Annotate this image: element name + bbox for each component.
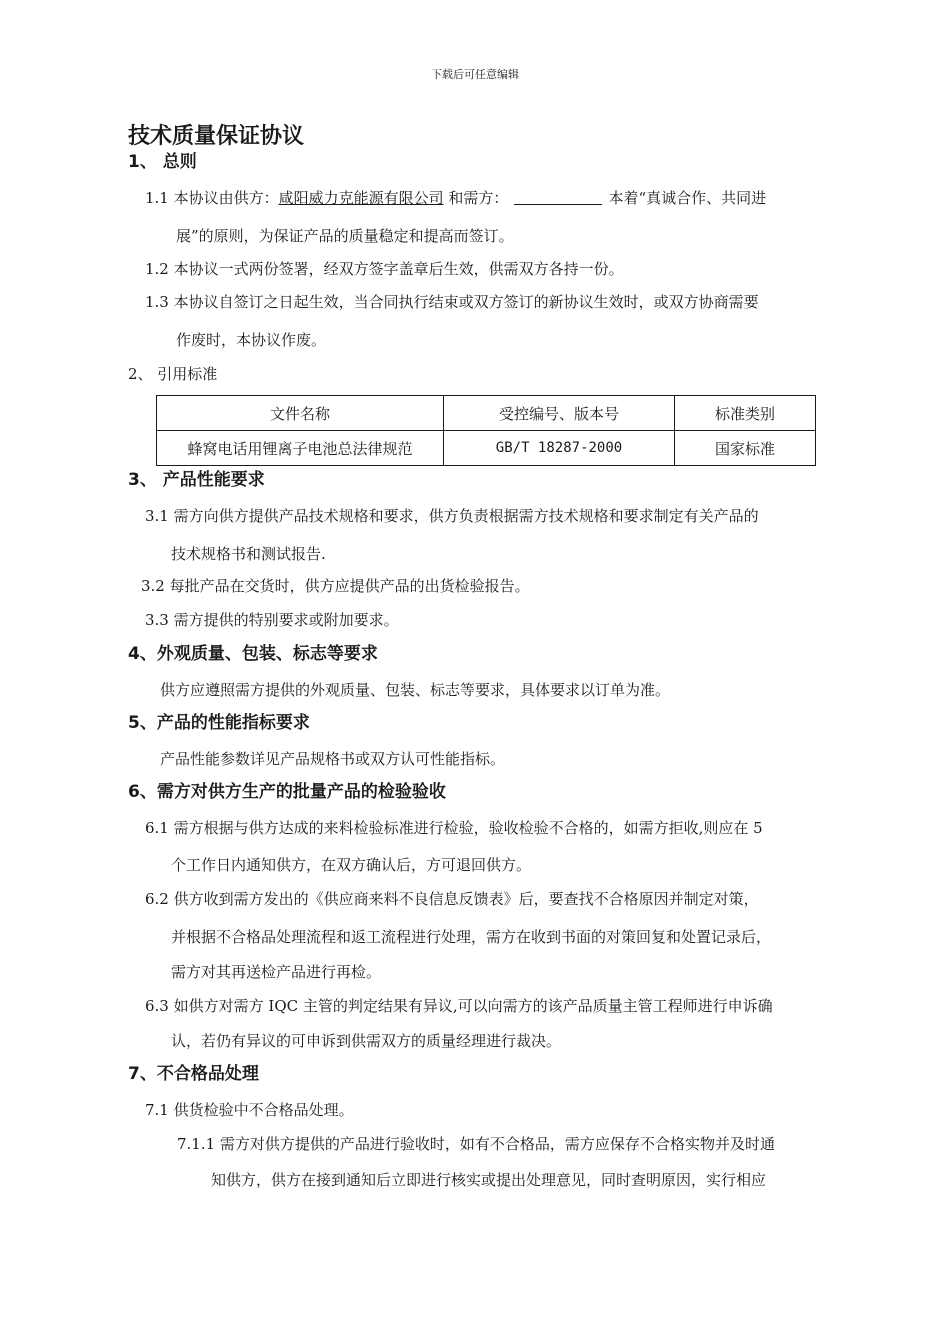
clause-3-2: 3.2 每批产品在交货时，供方应提供产品的出货检验报告。 <box>141 577 530 595</box>
clause-1-1-prefix: 1.1 本协议由供方： <box>145 189 279 207</box>
clause-7-1: 7.1 供货检验中不合格品处理。 <box>145 1101 354 1119</box>
table-header-row <box>157 396 816 431</box>
clause-6-1-line-2: 个工作日内通知供方，在双方确认后，方可退回供方。 <box>171 856 532 874</box>
section-3-heading: 3、 产品性能要求 <box>128 470 265 490</box>
clause-1-1-suffix: 本着“真诚合作、共同进 <box>608 189 767 207</box>
clause-1-3-line-2: 作废时，本协议作废。 <box>176 331 327 349</box>
table-cell: GB/T 18287-2000 <box>444 431 675 466</box>
clause-3-1-line-2: 技术规格书和测试报告. <box>171 545 326 563</box>
page-header: 下载后可任意编辑 <box>431 68 519 81</box>
clause-6-3-line-2: 认，若仍有异议的可申诉到供需双方的质量经理进行裁决。 <box>171 1032 562 1050</box>
clause-3-1-line-1: 3.1 需方向供方提供产品技术规格和要求，供方负责根据需方技术规格和要求制定有关产品的 <box>145 507 759 525</box>
clause-1-3-line-1: 1.3 本协议自签订之日起生效，当合同执行结束或双方签订的新协议生效时，或双方协商需要 <box>145 293 759 311</box>
supplier-name: 咸阳威力克能源有限公司 <box>278 189 444 207</box>
clause-1-1-mid: 和需方： <box>448 189 509 207</box>
section-4-heading: 4、外观质量、包装、标志等要求 <box>128 644 378 664</box>
buyer-name-blank <box>514 190 602 205</box>
clause-1-2: 1.2 本协议一式两份签署，经双方签字盖章后生效，供需双方各持一份。 <box>145 260 624 278</box>
table-header-cell: 文件名称 <box>157 396 444 431</box>
clause-3-3: 3.3 需方提供的特别要求或附加要求。 <box>145 611 399 629</box>
table-cell: 国家标准 <box>675 431 816 466</box>
clause-7-1-1-line-2: 知供方，供方在接到通知后立即进行核实或提出处理意见，同时查明原因，实行相应 <box>211 1171 767 1189</box>
clause-6-3-line-1: 6.3 如供方对需方 IQC 主管的判定结果有异议,可以向需方的该产品质量主管工程师进行申诉确 <box>145 997 773 1015</box>
clause-6-2-line-1: 6.2 供方收到需方发出的《供应商来料不良信息反馈表》后，要查找不合格原因并制定对策， <box>145 890 759 908</box>
section-5-heading: 5、产品的性能指标要求 <box>128 713 310 733</box>
clause-6-1-line-1: 6.1 需方根据与供方达成的来料检验标准进行检验，验收检验不合格的，如需方拒收,则应在 5 <box>145 819 763 837</box>
clause-1-1-line-1 <box>145 188 766 208</box>
clause-7-1-1-line-1: 7.1.1 需方对供方提供的产品进行验收时，如有不合格品，需方应保存不合格实物并及时通 <box>177 1135 775 1153</box>
clause-6-2-line-2: 并根据不合格品处理流程和返工流程进行处理，需方在收到书面的对策回复和处置记录后， <box>171 928 772 946</box>
section-6-heading: 6、需方对供方生产的批量产品的检验验收 <box>128 782 446 802</box>
table-row <box>157 431 816 466</box>
section-4-text: 供方应遵照需方提供的外观质量、包装、标志等要求，具体要求以订单为准。 <box>160 681 671 699</box>
section-7-heading: 7、不合格品处理 <box>128 1064 259 1084</box>
document-title: 技术质量保证协议 <box>128 124 305 149</box>
clause-1-1-line-2: 展”的原则，为保证产品的质量稳定和提高而签订。 <box>176 227 514 245</box>
table-header-cell: 标准类别 <box>675 396 816 431</box>
section-1-heading: 1、 总则 <box>128 152 197 172</box>
table-cell: 蜂窝电话用锂离子电池总法律规范 <box>157 431 444 466</box>
section-2-heading: 2、 引用标准 <box>128 365 218 383</box>
section-5-text: 产品性能参数详见产品规格书或双方认可性能指标。 <box>160 750 506 768</box>
standards-table <box>156 395 816 466</box>
table-header-cell: 受控编号、版本号 <box>444 396 675 431</box>
clause-6-2-line-3: 需方对其再送检产品进行再检。 <box>171 963 382 981</box>
